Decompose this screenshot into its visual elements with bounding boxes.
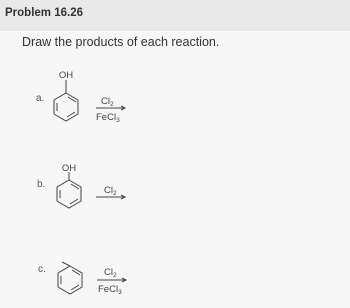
- part-a-reagent-top: $Cl_2$: [101, 96, 114, 108]
- part-a-label: a.: [36, 93, 45, 104]
- part-a-molecule: [54, 80, 78, 121]
- part-a-reagent-bottom: FeCl$_3$: [96, 112, 120, 124]
- part-b-label: b.: [37, 179, 46, 190]
- part-b-substituent: OH: [61, 163, 77, 174]
- part-a-substituent: OH: [58, 70, 74, 81]
- part-c-reaction-arrow: [97, 278, 126, 282]
- part-b-reagent-top: $Cl_2$: [104, 185, 117, 197]
- part-c-reagent-top: $Cl_2$: [104, 267, 117, 279]
- part-c-reagent-bottom: FeCl$_3$: [98, 284, 122, 296]
- problem-instructions: Draw the products of each reaction.: [22, 35, 220, 49]
- part-b-molecule: [57, 172, 81, 208]
- problem-title: Problem 16.26: [5, 7, 83, 19]
- part-c-label: c.: [38, 264, 46, 275]
- part-c-molecule: [58, 262, 82, 294]
